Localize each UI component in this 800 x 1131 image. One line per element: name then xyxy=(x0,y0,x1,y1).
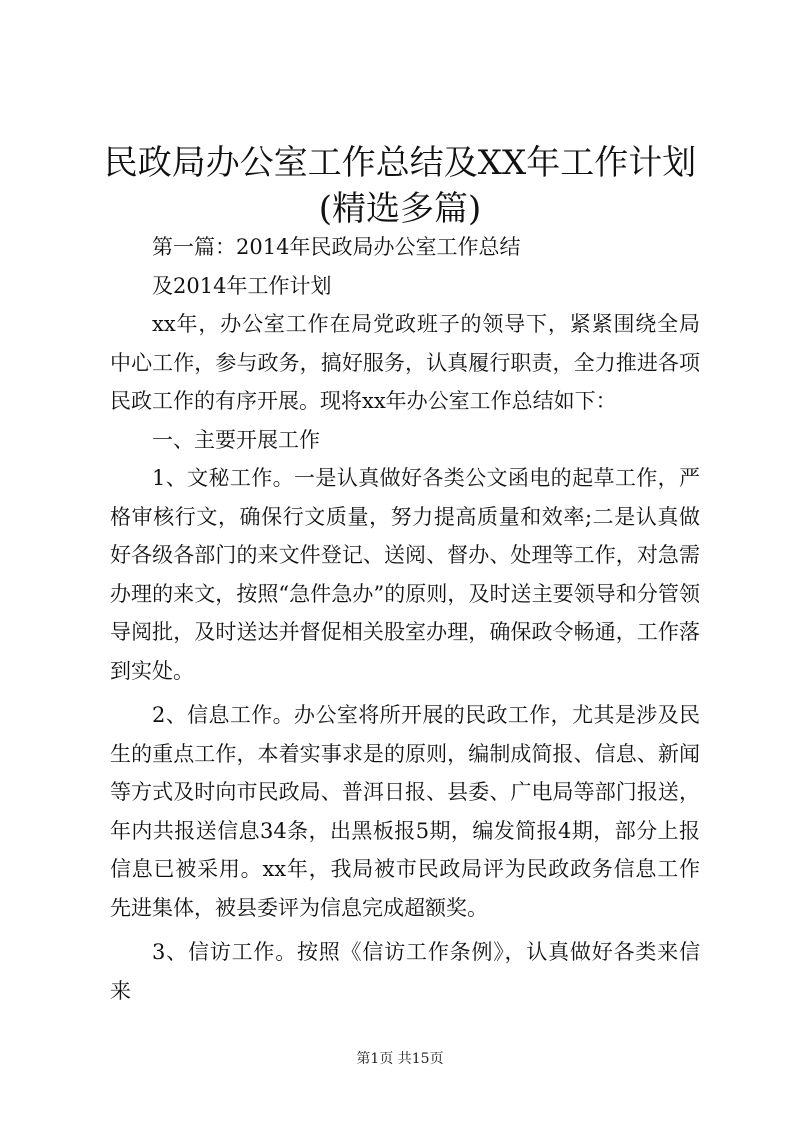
subheading: 一、主要开展工作 xyxy=(152,427,320,452)
section-heading-continued: 及2014年工作计划 xyxy=(152,273,332,298)
paragraph-information-work: 2、信息工作。办公室将所开展的民政工作，尤其是涉及民生的重点工作，本着实事求是的原则，编制成简报、信息、新闻等方式及时向市民政局、普洱日报、县委、广电局等部门报送，年内共报送信息34条，出黑板报5期，编发简报4期，部分上报信息已被采用。xx年，我局被市民政局评为民政政务信息工作先进集体，被县委评为信息完成超额奖。 xyxy=(110,703,700,920)
document-title: 民政局办公室工作总结及XX年工作计划(精选多篇) xyxy=(103,143,697,229)
paragraph-petition-work: 3、信访工作。按照《信访工作条例》，认真做好各类来信来 xyxy=(110,940,700,1003)
paragraph-secretarial-work: 1、文秘工作。一是认真做好各类公文函电的起草工作，严格审核行文，确保行文质量，努力提高质量和效率;二是认真做好各级各部门的来文件登记、送阅、督办、处理等工作，对急需办理的来文，按照“急件急办”的原则，及时送主要领导和分管领导阅批，及时送达并督促相关股室办理，确保政令畅通，工作落到实处。 xyxy=(110,466,700,683)
page-number-footer: 第1页 共15页 xyxy=(356,1051,444,1067)
intro-paragraph: xx年，办公室工作在局党政班子的领导下，紧紧围绕全局中心工作，参与政务，搞好服务，认真履行职责，全力推进各项民政工作的有序开展。现将xx年办公室工作总结如下： xyxy=(110,312,700,413)
document-body xyxy=(110,228,700,1010)
section-heading: 第一篇：2014年民政局办公室工作总结 xyxy=(152,235,521,259)
